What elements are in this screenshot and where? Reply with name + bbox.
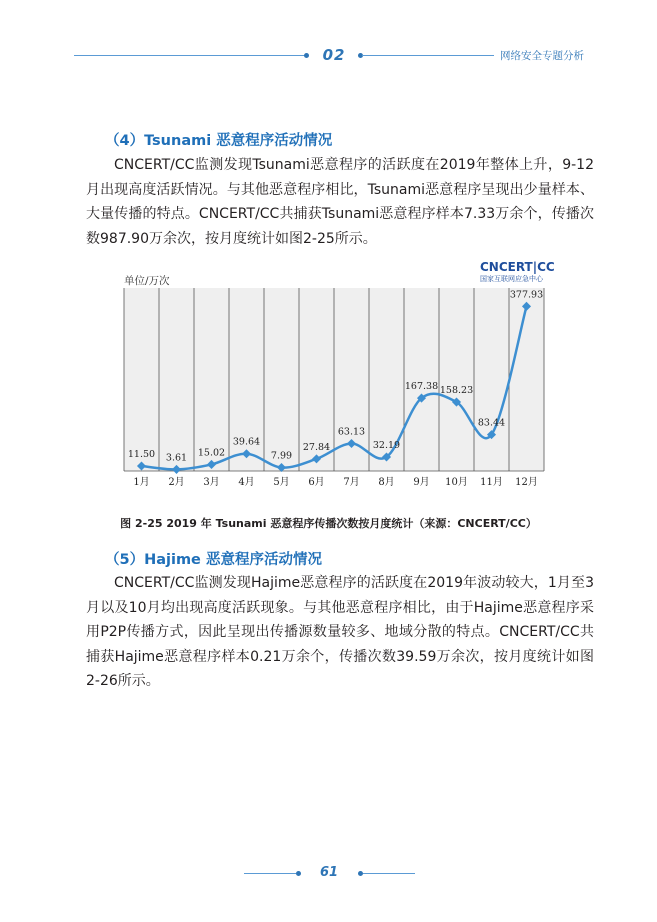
tsunami-monthly-chart bbox=[100, 255, 560, 495]
x-tick-label: 8月 bbox=[378, 477, 395, 488]
x-tick-label: 7月 bbox=[343, 477, 360, 488]
data-label: 7.99 bbox=[270, 450, 293, 462]
x-tick-label: 1月 bbox=[133, 477, 150, 488]
data-label: 377.93 bbox=[509, 289, 544, 301]
running-title: 网络安全专题分析 bbox=[500, 50, 584, 62]
section-5-paragraph: CNCERT/CC监测发现Hajime恶意程序的活跃度在2019年波动较大，1月至3月以及10月均出现高度活跃现象。与其他恶意程序相比，由于Hajime恶意程序采用P2P传播方式，因此呈现出传播源数量较多、地域分散的特点。CNCERT/CC共捕获Hajime恶意程序样本0.21万余个，传播次数39.59万余次，按月度统计如图2-26所示。 bbox=[86, 575, 594, 689]
x-tick-label: 4月 bbox=[238, 477, 255, 488]
cncert-logo bbox=[480, 260, 555, 283]
footer-rule-right bbox=[363, 873, 415, 874]
data-label: 32.19 bbox=[372, 439, 401, 451]
x-tick-label: 2月 bbox=[168, 477, 185, 488]
figure-caption: 图 2-25 2019 年 Tsunami 恶意程序传播次数按月度统计（来源：CNCERT/CC） bbox=[120, 517, 537, 530]
x-tick-label: 3月 bbox=[203, 477, 220, 488]
data-label: 15.02 bbox=[197, 447, 226, 459]
data-label: 167.38 bbox=[404, 381, 439, 393]
chapter-number: 02 bbox=[322, 46, 346, 64]
x-tick-label: 5月 bbox=[273, 477, 290, 488]
x-tick-label: 9月 bbox=[413, 477, 430, 488]
x-tick-label: 10月 bbox=[445, 477, 468, 488]
section-4-heading: （4）Tsunami 恶意程序活动情况 bbox=[105, 133, 333, 149]
section-4-paragraph: CNCERT/CC监测发现Tsunami恶意程序的活跃度在2019年整体上升，9-12月出现高度活跃情况。与其他恶意程序相比，Tsunami恶意程序呈现出少量样本、大量传播的特点。CNCERT/CC共捕获Tsunami恶意程序样本7.33万余个，传播次数987.90万余次，按月度统计如图2-25所示。 bbox=[86, 157, 594, 247]
data-label: 11.50 bbox=[127, 448, 156, 460]
section-5-heading: （5）Hajime 恶意程序活动情况 bbox=[105, 552, 322, 568]
cncert-logo-text: CNCERT|CC bbox=[480, 260, 555, 274]
footer-rule-left bbox=[244, 873, 296, 874]
data-label: 39.64 bbox=[232, 436, 261, 448]
x-tick-label: 12月 bbox=[515, 477, 538, 488]
data-label: 27.84 bbox=[302, 441, 331, 453]
footer-dot-left bbox=[296, 871, 301, 876]
page-number: 61 bbox=[319, 865, 339, 880]
header-dot-left bbox=[304, 53, 309, 58]
data-label: 63.13 bbox=[337, 426, 366, 438]
data-label: 83.44 bbox=[477, 417, 506, 429]
header-rule-right bbox=[362, 55, 494, 56]
x-tick-label: 11月 bbox=[480, 477, 503, 488]
x-tick-label: 6月 bbox=[308, 477, 325, 488]
header-rule-left bbox=[74, 55, 306, 56]
data-label: 3.61 bbox=[165, 452, 188, 464]
cncert-logo-subtext: 国家互联网应急中心 bbox=[480, 275, 543, 283]
data-label: 158.23 bbox=[439, 385, 474, 397]
chart-y-unit-label: 单位/万次 bbox=[124, 275, 170, 287]
